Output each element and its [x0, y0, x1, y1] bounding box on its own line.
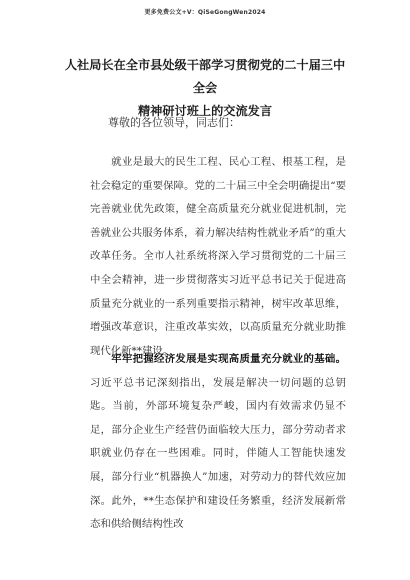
salutation: 尊敬的各位领导，同志们：: [108, 116, 240, 129]
paragraph-1-text: 就业是最大的民生工程、民心工程、根基工程，是社会稳定的重要保障。党的二十届三中全会明确提出“要完善就业优先政策，健全高质量充分就业促进机制，完善就业公共服务体系，着力解决结构性就业矛盾”的重大改革任务。全市人社系统将深入学习贯彻党的二十届三中全会精神，进一步贯彻落实习近平总书记关于促进高质量充分就业的一系列重要指示精神，树牢改革思维，增强改革意识，注重改革实效，以高质量充分就业助推现代化新**建设。: [90, 156, 346, 357]
paragraph-2-text: 习近平总书记深刻指出，发展是解决一切问题的总钥匙。当前，外部环境复杂严峻，国内有效需求仍显不足，部分企业生产经营仍面临较大压力，部分劳动者求职就业仍存在一些困难。同时，伴随人工智能快速发展，部分行业“机器换人”加速，对劳动力的替代效应加深。此外，**生态保护和建设任务繁重，经济发展新常态和供给侧结构性改: [90, 376, 346, 531]
title-line-2: 精神研讨班上的交流发言: [137, 104, 273, 118]
paragraph-2-lead: 牢牢把握经济发展是实现高质量充分就业的基础。: [111, 353, 346, 365]
paragraph-2: [90, 348, 346, 537]
paragraph-1: [90, 151, 346, 363]
title-line-1: 人社局长在全市县处级干部学习贯彻党的二十届三中全会: [64, 58, 346, 95]
document-title: [60, 54, 350, 123]
header-note: 更多免费公文+V：QiSeGongWen2024: [144, 9, 266, 16]
